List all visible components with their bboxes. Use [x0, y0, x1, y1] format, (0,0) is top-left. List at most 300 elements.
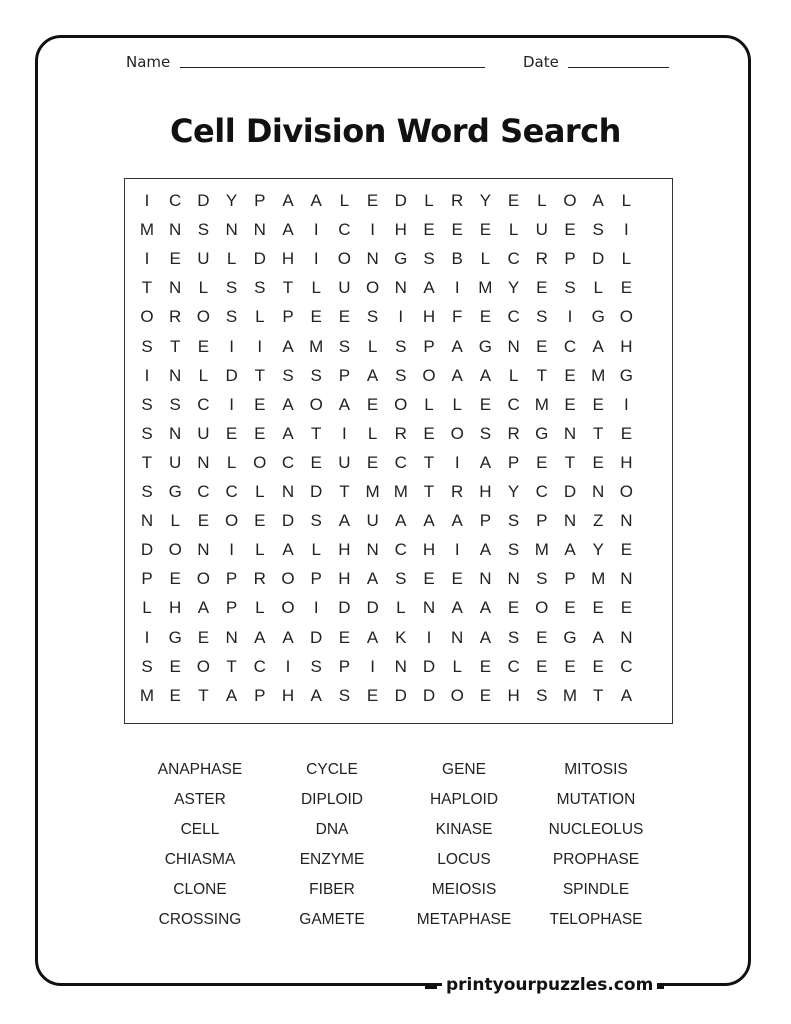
grid-letter[interactable]: E [225, 423, 238, 443]
grid-letter[interactable]: H [422, 307, 436, 327]
grid-letter[interactable]: E [592, 394, 604, 414]
grid-letter[interactable]: E [451, 569, 463, 589]
grid-letter[interactable]: E [254, 511, 266, 531]
grid-letter[interactable]: N [620, 569, 633, 589]
grid-letter[interactable]: A [282, 336, 294, 356]
grid-letter[interactable]: H [479, 482, 492, 501]
grid-letter[interactable]: M [591, 569, 606, 589]
grid-letter[interactable]: D [310, 627, 323, 647]
grid-letter[interactable]: S [141, 482, 153, 501]
grid-letter[interactable]: S [536, 685, 548, 705]
grid-letter[interactable]: L [255, 482, 265, 501]
grid-letter[interactable]: A [282, 423, 294, 443]
grid-letter[interactable]: T [339, 482, 350, 501]
grid-letter[interactable]: A [423, 511, 435, 531]
grid-letter[interactable]: E [564, 220, 576, 240]
grid-letter[interactable]: S [338, 336, 351, 356]
grid-letter[interactable]: E [536, 452, 548, 472]
grid-letter[interactable]: S [507, 627, 520, 647]
grid-letter[interactable]: S [141, 394, 153, 414]
grid-letter[interactable]: E [620, 278, 633, 298]
grid-letter[interactable]: S [225, 307, 238, 327]
grid-letter[interactable]: N [422, 598, 436, 618]
grid-letter[interactable]: O [281, 569, 295, 589]
grid-letter[interactable]: L [255, 598, 265, 618]
grid-letter[interactable]: E [338, 307, 351, 327]
grid-letter[interactable]: E [592, 598, 604, 618]
grid-letter[interactable]: E [366, 452, 379, 472]
grid-letter[interactable]: A [366, 627, 379, 647]
grid-letter[interactable]: E [592, 656, 604, 676]
grid-letter[interactable]: L [396, 598, 406, 618]
grid-letter[interactable]: E [564, 365, 576, 385]
grid-letter[interactable]: N [563, 423, 577, 443]
grid-letter[interactable]: O [394, 394, 408, 414]
grid-letter[interactable]: P [141, 569, 153, 589]
grid-letter[interactable]: E [507, 191, 520, 210]
grid-letter[interactable]: L [424, 394, 434, 414]
grid-letter[interactable]: C [507, 307, 520, 327]
grid-letter[interactable]: F [451, 307, 463, 327]
grid-letter[interactable]: M [393, 482, 408, 501]
grid-letter[interactable]: E [366, 685, 379, 705]
grid-letter[interactable]: B [451, 249, 463, 269]
grid-letter[interactable]: T [564, 452, 576, 472]
grid-letter[interactable]: Y [592, 540, 604, 560]
grid-letter[interactable]: S [507, 540, 520, 560]
grid-letter[interactable]: M [478, 278, 493, 298]
grid-letter[interactable]: A [479, 452, 492, 472]
grid-letter[interactable]: E [620, 598, 633, 618]
grid-letter[interactable]: D [140, 540, 154, 560]
grid-letter[interactable]: S [310, 511, 322, 531]
grid-letter[interactable]: I [313, 249, 319, 269]
grid-letter[interactable]: L [452, 394, 462, 414]
grid-letter[interactable]: G [563, 627, 577, 647]
grid-letter[interactable]: E [479, 656, 492, 676]
grid-letter[interactable]: E [536, 627, 548, 647]
grid-letter[interactable]: D [197, 191, 210, 210]
grid-letter[interactable]: H [620, 336, 633, 356]
grid-letter[interactable]: L [508, 365, 519, 385]
grid-letter[interactable]: T [198, 685, 209, 705]
grid-letter[interactable]: L [226, 249, 237, 269]
grid-letter[interactable]: E [423, 220, 435, 240]
grid-letter[interactable]: R [507, 423, 520, 443]
grid-letter[interactable]: D [310, 482, 323, 501]
grid-letter[interactable]: M [365, 482, 380, 501]
grid-letter[interactable]: R [394, 423, 407, 443]
grid-letter[interactable]: E [366, 191, 379, 210]
grid-letter[interactable]: C [169, 191, 182, 210]
grid-letter[interactable]: I [313, 598, 319, 618]
grid-letter[interactable]: G [168, 627, 182, 647]
grid-letter[interactable]: D [338, 598, 351, 618]
grid-letter[interactable]: O [535, 598, 549, 618]
grid-letter[interactable]: S [564, 278, 576, 298]
grid-letter[interactable]: A [225, 685, 238, 705]
grid-letter[interactable]: S [169, 394, 181, 414]
grid-letter[interactable]: D [563, 482, 577, 501]
grid-letter[interactable]: C [620, 656, 633, 676]
grid-letter[interactable]: H [422, 540, 436, 560]
grid-letter[interactable]: E [254, 394, 266, 414]
grid-letter[interactable]: P [423, 336, 435, 356]
grid-letter[interactable]: S [366, 307, 379, 327]
grid-letter[interactable]: E [169, 685, 181, 705]
grid-letter[interactable]: D [225, 365, 238, 385]
grid-letter[interactable]: O [168, 540, 182, 560]
grid-letter[interactable]: R [169, 307, 182, 327]
grid-letter[interactable]: S [507, 511, 520, 531]
grid-letter[interactable]: E [169, 656, 181, 676]
grid-letter[interactable]: E [338, 627, 351, 647]
grid-letter[interactable]: E [169, 249, 181, 269]
grid-letter[interactable]: L [367, 423, 378, 443]
grid-letter[interactable]: T [536, 365, 547, 385]
grid-letter[interactable]: N [140, 511, 154, 531]
grid-letter[interactable]: L [198, 365, 209, 385]
grid-letter[interactable]: T [592, 423, 604, 443]
grid-letter[interactable]: S [310, 365, 322, 385]
grid-letter[interactable]: L [537, 191, 547, 210]
grid-letter[interactable]: U [535, 220, 548, 240]
grid-letter[interactable]: E [620, 540, 633, 560]
grid-letter[interactable]: N [394, 278, 407, 298]
grid-letter[interactable]: K [395, 627, 407, 647]
grid-letter[interactable]: P [479, 511, 492, 531]
grid-letter[interactable]: M [562, 685, 578, 705]
grid-letter[interactable]: L [255, 307, 265, 327]
grid-letter[interactable]: N [366, 249, 379, 269]
grid-letter[interactable]: L [452, 656, 462, 676]
grid-letter[interactable]: I [426, 627, 432, 647]
grid-letter[interactable]: I [398, 307, 404, 327]
grid-letter[interactable]: E [564, 394, 576, 414]
grid-letter[interactable]: T [282, 278, 294, 298]
grid-letter[interactable]: P [536, 511, 548, 531]
grid-letter[interactable]: E [536, 278, 548, 298]
grid-letter[interactable]: H [281, 249, 295, 269]
grid-letter[interactable]: L [621, 191, 632, 210]
grid-letter[interactable]: E [479, 394, 492, 414]
grid-letter[interactable]: S [536, 569, 548, 589]
grid-letter[interactable]: N [225, 627, 238, 647]
grid-letter[interactable]: N [281, 482, 295, 501]
grid-letter[interactable]: G [591, 307, 605, 327]
grid-letter[interactable]: E [423, 423, 435, 443]
grid-letter[interactable]: S [423, 249, 435, 269]
grid-letter[interactable]: O [563, 191, 577, 210]
grid-letter[interactable]: G [535, 423, 549, 443]
grid-letter[interactable]: O [619, 307, 633, 327]
grid-letter[interactable]: C [507, 656, 520, 676]
grid-letter[interactable]: E [197, 627, 210, 647]
grid-letter[interactable]: A [451, 598, 463, 618]
grid-letter[interactable]: P [310, 569, 322, 589]
grid-letter[interactable]: S [338, 685, 351, 705]
grid-letter[interactable]: E [564, 598, 576, 618]
date-field[interactable] [568, 67, 669, 68]
grid-letter[interactable]: I [370, 656, 375, 676]
grid-letter[interactable]: A [620, 685, 633, 705]
grid-letter[interactable]: A [592, 191, 604, 210]
grid-letter[interactable]: G [168, 482, 182, 501]
grid-letter[interactable]: G [478, 336, 492, 356]
grid-letter[interactable]: A [254, 627, 266, 647]
grid-letter[interactable]: S [479, 423, 492, 443]
grid-letter[interactable]: E [254, 423, 266, 443]
grid-letter[interactable]: M [139, 220, 155, 240]
grid-letter[interactable]: E [479, 307, 492, 327]
grid-letter[interactable]: I [342, 423, 347, 443]
grid-letter[interactable]: I [144, 365, 150, 385]
grid-letter[interactable]: Y [507, 278, 520, 298]
grid-letter[interactable]: M [534, 394, 549, 414]
grid-letter[interactable]: I [454, 452, 460, 472]
grid-letter[interactable]: T [310, 423, 322, 443]
grid-letter[interactable]: D [253, 249, 266, 269]
grid-letter[interactable]: I [144, 191, 150, 210]
grid-letter[interactable]: E [169, 569, 181, 589]
grid-letter[interactable]: R [535, 249, 548, 269]
grid-letter[interactable]: I [370, 220, 375, 240]
grid-letter[interactable]: S [310, 656, 322, 676]
grid-letter[interactable]: T [141, 278, 153, 298]
grid-letter[interactable]: C [507, 394, 520, 414]
grid-letter[interactable]: D [394, 685, 407, 705]
grid-letter[interactable]: I [313, 220, 319, 240]
grid-letter[interactable]: E [197, 511, 210, 531]
grid-letter[interactable]: T [423, 452, 435, 472]
grid-letter[interactable]: R [451, 482, 464, 501]
grid-letter[interactable]: Y [507, 482, 520, 501]
grid-letter[interactable]: H [338, 569, 351, 589]
grid-letter[interactable]: C [197, 394, 210, 414]
grid-letter[interactable]: O [196, 569, 210, 589]
grid-letter[interactable]: P [254, 685, 266, 705]
grid-letter[interactable]: N [394, 656, 407, 676]
grid-letter[interactable]: E [310, 452, 322, 472]
grid-letter[interactable]: E [536, 336, 548, 356]
grid-letter[interactable]: U [197, 249, 210, 269]
grid-letter[interactable]: N [169, 278, 182, 298]
grid-letter[interactable]: T [141, 452, 153, 472]
grid-letter[interactable]: L [339, 191, 350, 210]
grid-letter[interactable]: A [479, 540, 492, 560]
grid-letter[interactable]: N [620, 511, 633, 531]
grid-letter[interactable]: O [140, 307, 154, 327]
grid-letter[interactable]: P [338, 656, 351, 676]
grid-letter[interactable]: L [255, 540, 265, 560]
grid-letter[interactable]: I [144, 627, 150, 647]
grid-letter[interactable]: D [281, 511, 295, 531]
grid-letter[interactable]: G [619, 365, 633, 385]
grid-letter[interactable]: A [451, 336, 463, 356]
grid-letter[interactable]: E [620, 423, 633, 443]
grid-letter[interactable]: E [592, 452, 604, 472]
grid-letter[interactable]: H [394, 220, 407, 240]
grid-letter[interactable]: C [563, 336, 577, 356]
grid-letter[interactable]: P [225, 569, 238, 589]
grid-letter[interactable]: N [507, 336, 520, 356]
grid-letter[interactable]: O [450, 685, 464, 705]
grid-letter[interactable]: C [338, 220, 351, 240]
grid-letter[interactable]: E [479, 220, 492, 240]
grid-letter[interactable]: A [592, 336, 604, 356]
name-field[interactable] [180, 67, 485, 68]
grid-letter[interactable]: P [225, 598, 238, 618]
grid-letter[interactable]: E [451, 220, 463, 240]
grid-letter[interactable]: C [225, 482, 238, 501]
grid-letter[interactable]: E [479, 685, 492, 705]
grid-letter[interactable]: M [139, 685, 155, 705]
grid-letter[interactable]: P [282, 307, 294, 327]
grid-letter[interactable]: N [169, 365, 182, 385]
grid-letter[interactable]: T [226, 656, 237, 676]
grid-letter[interactable]: R [253, 569, 266, 589]
grid-letter[interactable]: I [567, 307, 573, 327]
grid-letter[interactable]: E [564, 656, 576, 676]
grid-letter[interactable]: S [536, 307, 548, 327]
grid-letter[interactable]: A [197, 598, 210, 618]
grid-letter[interactable]: O [224, 511, 239, 531]
grid-letter[interactable]: L [508, 220, 519, 240]
grid-letter[interactable]: O [196, 656, 210, 676]
grid-letter[interactable]: U [338, 278, 351, 298]
grid-letter[interactable]: N [451, 627, 464, 647]
grid-letter[interactable]: A [310, 685, 322, 705]
grid-letter[interactable]: L [621, 249, 632, 269]
grid-letter[interactable]: N [225, 220, 238, 240]
grid-letter[interactable]: A [282, 394, 294, 414]
grid-letter[interactable]: D [422, 656, 436, 676]
grid-letter[interactable]: A [451, 511, 463, 531]
grid-letter[interactable]: I [454, 278, 460, 298]
grid-letter[interactable]: A [479, 365, 492, 385]
grid-letter[interactable]: P [254, 191, 266, 210]
grid-letter[interactable]: L [424, 191, 434, 210]
grid-letter[interactable]: O [450, 423, 464, 443]
grid-letter[interactable]: L [142, 598, 152, 618]
grid-letter[interactable]: T [169, 336, 181, 356]
grid-letter[interactable]: N [507, 569, 520, 589]
grid-letter[interactable]: C [394, 540, 407, 560]
grid-letter[interactable]: S [282, 365, 294, 385]
grid-letter[interactable]: I [229, 394, 234, 414]
grid-letter[interactable]: A [564, 540, 576, 560]
grid-letter[interactable]: G [394, 249, 408, 269]
grid-letter[interactable]: O [253, 452, 267, 472]
grid-letter[interactable]: Z [592, 511, 604, 531]
grid-letter[interactable]: Y [479, 191, 492, 210]
grid-letter[interactable]: H [338, 540, 351, 560]
grid-letter[interactable]: N [366, 540, 379, 560]
grid-letter[interactable]: I [624, 394, 629, 414]
grid-letter[interactable]: A [282, 627, 294, 647]
grid-letter[interactable]: M [591, 365, 606, 385]
grid-letter[interactable]: C [281, 452, 295, 472]
grid-letter[interactable]: L [311, 540, 321, 560]
grid-letter[interactable]: C [253, 656, 266, 676]
grid-letter[interactable]: R [451, 191, 464, 210]
grid-letter[interactable]: U [338, 452, 351, 472]
grid-letter[interactable]: P [507, 452, 520, 472]
grid-letter[interactable]: N [253, 220, 266, 240]
grid-letter[interactable]: D [366, 598, 379, 618]
grid-letter[interactable]: H [281, 685, 295, 705]
grid-letter[interactable]: S [395, 336, 407, 356]
grid-letter[interactable]: S [141, 656, 153, 676]
grid-letter[interactable]: L [367, 336, 378, 356]
grid-letter[interactable]: I [257, 336, 263, 356]
grid-letter[interactable]: E [423, 569, 435, 589]
grid-letter[interactable]: C [535, 482, 548, 501]
grid-letter[interactable]: T [592, 685, 604, 705]
grid-letter[interactable]: C [197, 482, 210, 501]
grid-letter[interactable]: A [338, 511, 351, 531]
grid-letter[interactable]: A [366, 569, 379, 589]
grid-letter[interactable]: N [169, 423, 182, 443]
grid-letter[interactable]: A [451, 365, 463, 385]
grid-letter[interactable]: I [285, 656, 291, 676]
grid-letter[interactable]: N [169, 220, 182, 240]
grid-letter[interactable]: E [310, 307, 322, 327]
grid-letter[interactable]: E [366, 394, 379, 414]
grid-letter[interactable]: Y [225, 191, 238, 210]
grid-letter[interactable]: O [281, 598, 295, 618]
grid-letter[interactable]: O [365, 278, 380, 298]
grid-letter[interactable]: N [197, 452, 210, 472]
grid-letter[interactable]: A [282, 220, 294, 240]
grid-letter[interactable]: L [198, 278, 209, 298]
grid-letter[interactable]: O [196, 307, 210, 327]
grid-letter[interactable]: H [507, 685, 520, 705]
grid-letter[interactable]: M [534, 540, 549, 560]
grid-letter[interactable]: A [592, 627, 604, 647]
grid-letter[interactable]: D [592, 249, 605, 269]
grid-letter[interactable]: I [144, 249, 150, 269]
grid-letter[interactable]: P [564, 249, 576, 269]
grid-letter[interactable]: U [169, 452, 182, 472]
grid-letter[interactable]: S [225, 278, 238, 298]
grid-letter[interactable]: I [229, 540, 234, 560]
grid-letter[interactable]: T [254, 365, 265, 385]
grid-letter[interactable]: N [197, 540, 210, 560]
grid-letter[interactable]: A [479, 598, 492, 618]
grid-letter[interactable]: O [309, 394, 323, 414]
grid-letter[interactable]: L [311, 278, 321, 298]
grid-letter[interactable]: A [479, 627, 492, 647]
grid-letter[interactable]: L [226, 452, 237, 472]
grid-letter[interactable]: P [338, 365, 351, 385]
grid-letter[interactable]: T [423, 482, 435, 501]
grid-letter[interactable]: N [620, 627, 633, 647]
grid-letter[interactable]: A [395, 511, 407, 531]
grid-letter[interactable]: S [141, 336, 153, 356]
grid-letter[interactable]: N [563, 511, 577, 531]
grid-letter[interactable]: A [366, 365, 379, 385]
grid-letter[interactable]: A [282, 540, 294, 560]
grid-letter[interactable]: L [480, 249, 491, 269]
grid-letter[interactable]: S [141, 423, 153, 443]
grid-letter[interactable]: L [170, 511, 180, 531]
grid-letter[interactable]: E [507, 598, 520, 618]
grid-letter[interactable]: H [169, 598, 182, 618]
grid-letter[interactable]: S [254, 278, 266, 298]
grid-letter[interactable]: P [564, 569, 576, 589]
grid-letter[interactable]: I [624, 220, 629, 240]
